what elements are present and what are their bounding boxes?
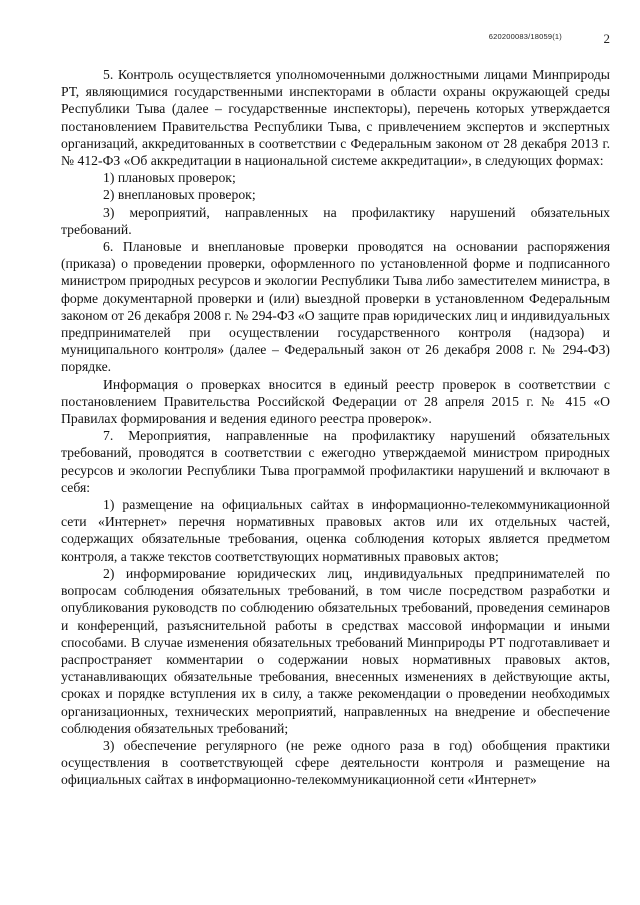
- list-item-informing: 2) информирование юридических лиц, индивидуальных предпринимателей по вопросам соблюдения обязательных требований, в том числе посредством разработки и опубликования руководств по соблюдению обязательных требований, проведения семинаров и конференций, разъяснительной работы в средствах массовой информации и иными способами. В случае изменения обязательных требований Минприроды РТ подготавливает и распространяет комментарии о содержании новых нормативных правовых актов, устанавливающих обязательные требования, внесенных изменениях в действующие акты, сроках и порядке вступления их в силу, а также рекомендации о проведении необходимых организационных, технических мероприятий, направленных на внедрение и обеспечение соблюдения обязательных требований;: [61, 565, 610, 736]
- paragraph-7: 7. Мероприятия, направленные на профилактику нарушений обязательных требований, проводятся в соответствии с ежегодно утверждаемой министром природных ресурсов и экологии Республики Тыва программой профилактики нарушений и включают в себя:: [61, 428, 610, 495]
- document-code: 620200083/18059(1): [488, 32, 562, 41]
- page-number: 2: [603, 31, 610, 46]
- document-body: [61, 66, 610, 789]
- paragraph-6: 6. Плановые и внеплановые проверки проводятся на основании распоряжения (приказа) о проведении проверки, оформленного по установленной форме и подписанного министром природных ресурсов и экологии Республики Тыва либо заместителем министра, в форме документарной проверки и (или) выездной проверки в установленном Федеральным законом от 26 декабря 2008 г. № 294-ФЗ «О защите прав юридических лиц и индивидуальных предпринимателей при осуществлении государственного контроля (надзора) и муниципального контроля» (далее – Федеральный закон от 26 декабря 2008 г. № 294-ФЗ) порядке.: [61, 239, 610, 375]
- list-item-unplanned-inspections: 2) внеплановых проверок;: [103, 187, 256, 203]
- list-item-publication-of-acts: 1) размещение на официальных сайтах в информационно-телекоммуникационной сети «Интернет» перечня нормативных правовых актов или их отдельных частей, содержащих обязательные требования, оценка соблюдения которых является предметом контроля, а также текстов соответствующих нормативных правовых актов;: [61, 497, 610, 564]
- list-item-prevention-measures: 3) мероприятий, направленных на профилактику нарушений обязательных требований.: [61, 204, 610, 237]
- list-item-planned-inspections: 1) плановых проверок;: [103, 170, 236, 186]
- list-item-generalization-of-practice: 3) обеспечение регулярного (не реже одного раза в год) обобщения практики осуществления в соответствующей сфере деятельности контроля и размещение на официальных сайтах в информационно-телекоммуникационной сети «Интернет»: [61, 737, 610, 788]
- paragraph-inspection-registry: Информация о проверках вносится в единый реестр проверок в соответствии с постановлением Правительства Российской Федерации от 28 апреля 2015 г. № 415 «О Правилах формирования и ведения единого реестра проверок».: [61, 376, 610, 427]
- paragraph-5: 5. Контроль осуществляется уполномоченными должностными лицами Минприроды РТ, являющимися государственными инспекторами в области охраны окружающей среды Республики Тыва (далее – государственные инспекторы), перечень которых утверждается постановлением Правительства Республики Тыва, с привлечением экспертов и экспертных организаций, аккредитованных в соответствии с Федеральным законом от 28 декабря 2013 г. № 412-ФЗ «Об аккредитации в национальной системе аккредитации», в следующих формах:: [61, 67, 610, 169]
